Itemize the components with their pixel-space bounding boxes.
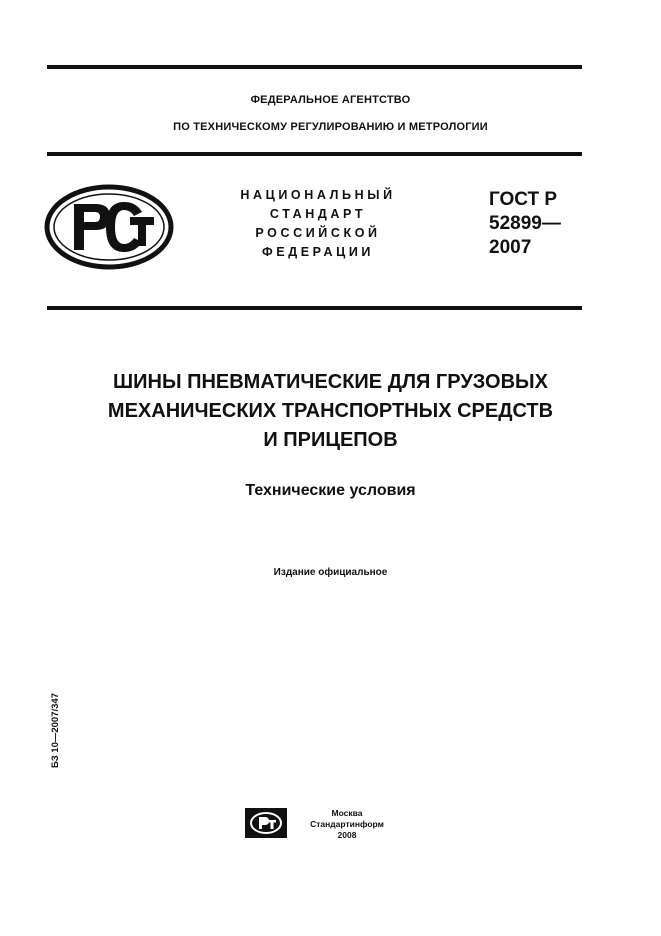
side-print-code: БЗ 10—2007/347 [50, 693, 61, 768]
publisher-info [292, 808, 402, 841]
document-title [20, 368, 641, 455]
rst-certification-mark-icon [44, 184, 174, 270]
national-line: РОССИЙСКОЙ [255, 226, 381, 240]
document-subtitle: Технические условия [245, 482, 416, 499]
publisher-name: Стандартинформ [310, 819, 384, 829]
gost-prefix: ГОСТ Р [489, 189, 558, 210]
title-line: МЕХАНИЧЕСКИХ ТРАНСПОРТНЫХ СРЕДСТВ [107, 400, 554, 422]
national-line: СТАНДАРТ [269, 207, 367, 221]
edition-label: Издание официальное [273, 567, 388, 578]
agency-name-line1: ФЕДЕРАЛЬНОЕ АГЕНТСТВО [250, 94, 411, 106]
title-line: ШИНЫ ПНЕВМАТИЧЕСКИЕ ДЛЯ ГРУЗОВЫХ [113, 371, 548, 393]
header-rule [47, 152, 582, 156]
title-line: И ПРИЦЕПОВ [263, 429, 398, 451]
gost-number: 52899— [489, 213, 561, 234]
top-rule [47, 65, 582, 69]
standard-rule [47, 306, 582, 310]
publisher-city: Москва [331, 808, 363, 818]
publisher-year: 2008 [337, 830, 357, 840]
national-line: ФЕДЕРАЦИИ [261, 245, 374, 259]
gost-designation [489, 188, 561, 260]
standartinform-logo-icon [245, 808, 287, 838]
national-line: НАЦИОНАЛЬНЫЙ [240, 188, 396, 202]
national-standard-label [212, 186, 424, 262]
agency-name-line2: ПО ТЕХНИЧЕСКОМУ РЕГУЛИРОВАНИЮ И МЕТРОЛОГИИ [173, 121, 488, 133]
gost-year: 2007 [489, 237, 532, 258]
